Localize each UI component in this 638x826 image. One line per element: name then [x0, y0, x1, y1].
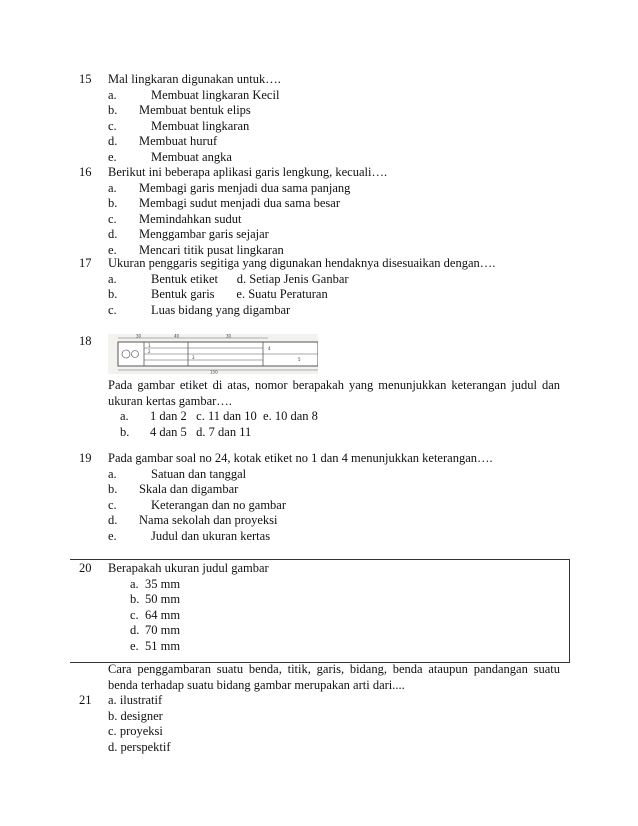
question-number: 17: [79, 256, 92, 270]
option-letter: e.: [108, 149, 117, 164]
option-text: 35 mm: [145, 576, 181, 591]
dim-top-1: 30: [136, 334, 142, 339]
option-text: proyeksi: [119, 724, 163, 739]
option-letter: a.: [120, 409, 129, 424]
question-number: 15: [79, 72, 92, 86]
option-text: Satuan dan tanggal: [151, 466, 247, 481]
option-letter: b.: [108, 708, 118, 723]
option-letter: e.: [108, 528, 117, 543]
option-letter: d.: [108, 227, 118, 242]
option-text: ilustratif: [119, 693, 163, 708]
option-letter: a.: [108, 466, 117, 481]
option-letter: e.: [108, 242, 117, 257]
option-letter: d.: [108, 134, 118, 149]
question-text: Ukuran penggaris segitiga yang digunakan hendaknya disesuaikan dengan….: [108, 256, 496, 270]
option-text: perspektif: [120, 739, 171, 754]
option-text: 50 mm: [145, 592, 181, 607]
question-number: 16: [79, 165, 92, 179]
option-text: Membuat bentuk elips: [139, 103, 251, 118]
option-letter: a.: [108, 87, 117, 102]
option-text: Bentuk etiket d. Setiap Jenis Ganbar: [151, 271, 349, 286]
option-text: Membagi garis menjadi dua sama panjang: [139, 180, 351, 195]
question-number: 18: [79, 334, 92, 348]
option-letter: a.: [130, 576, 139, 591]
option-letter: d.: [108, 739, 118, 754]
option-text: Membuat lingkaran Kecil: [151, 87, 280, 102]
option-text: Membuat huruf: [139, 134, 218, 149]
option-letter: a.: [108, 271, 117, 286]
cell-3-label: 3: [192, 355, 195, 360]
option-letter: b.: [108, 103, 118, 118]
dim-top-3: 30: [226, 334, 232, 339]
question-text: Pada gambar etiket di atas, nomor berapakah yang menunjukkan keterangan judul dan ukuran kertas gambar….: [108, 378, 560, 408]
option-letter: c.: [108, 118, 117, 133]
option-text: 1 dan 2 c. 11 dan 10 e. 10 dan 8: [150, 409, 318, 424]
option-text: Bentuk garis e. Suatu Peraturan: [151, 287, 328, 302]
question-number: 19: [79, 451, 92, 465]
option-letter: b.: [108, 482, 118, 497]
option-letter: c.: [130, 607, 139, 622]
option-letter: e.: [130, 638, 139, 653]
option-text: 64 mm: [145, 607, 181, 622]
cell-4-label: 4: [268, 346, 271, 351]
option-text: Nama sekolah dan proyeksi: [139, 513, 278, 528]
option-letter: c.: [108, 302, 117, 317]
option-letter: c.: [108, 497, 117, 512]
question-text: Berikut ini beberapa aplikasi garis lengkung, kecuali….: [108, 165, 388, 179]
option-text: Membuat angka: [151, 149, 232, 164]
option-text: Membuat lingkaran: [151, 118, 250, 133]
option-text: Menggambar garis sejajar: [139, 227, 269, 242]
question-number: 21: [79, 693, 92, 707]
dim-top-2: 40: [174, 334, 180, 339]
option-text: Luas bidang yang digambar: [151, 302, 291, 317]
option-letter: a.: [108, 693, 117, 708]
option-text: Memindahkan sudut: [139, 211, 242, 226]
option-letter: d.: [130, 623, 140, 638]
option-letter: d.: [108, 513, 118, 528]
question-text: Cara penggambaran suatu benda, titik, garis, bidang, benda ataupun pandangan suatu benda terhadap suatu bidang gambar merupakan arti dari....: [108, 662, 560, 692]
option-letter: a.: [108, 180, 117, 195]
option-letter: b.: [120, 424, 130, 439]
question-text: Berapakah ukuran judul gambar: [108, 561, 269, 575]
option-letter: c.: [108, 724, 117, 739]
option-letter: b.: [130, 592, 140, 607]
option-text: Skala dan digambar: [139, 482, 239, 497]
cell-5-label: 5: [298, 357, 301, 362]
option-text: 70 mm: [145, 623, 181, 638]
question-text: Mal lingkaran digunakan untuk….: [108, 72, 281, 86]
option-text: Keterangan dan no gambar: [151, 497, 287, 512]
question-number: 20: [79, 561, 92, 575]
option-letter: b.: [108, 287, 118, 302]
option-text: designer: [120, 708, 163, 723]
etiket-figure: [108, 334, 318, 374]
option-text: Membagi sudut menjadi dua sama besar: [139, 196, 340, 211]
option-text: 51 mm: [145, 638, 181, 653]
cell-1-label: 1: [148, 343, 151, 348]
option-text: Judul dan ukuran kertas: [151, 528, 271, 543]
question-text: Pada gambar soal no 24, kotak etiket no 1 dan 4 menunjukkan keterangan….: [108, 451, 493, 465]
option-letter: c.: [108, 211, 117, 226]
option-text: 4 dan 5 d. 7 dan 11: [150, 424, 252, 439]
cell-2-label: 2: [148, 349, 151, 354]
option-text: Mencari titik pusat lingkaran: [139, 242, 284, 257]
dim-bottom: 150: [210, 369, 218, 374]
option-letter: b.: [108, 196, 118, 211]
